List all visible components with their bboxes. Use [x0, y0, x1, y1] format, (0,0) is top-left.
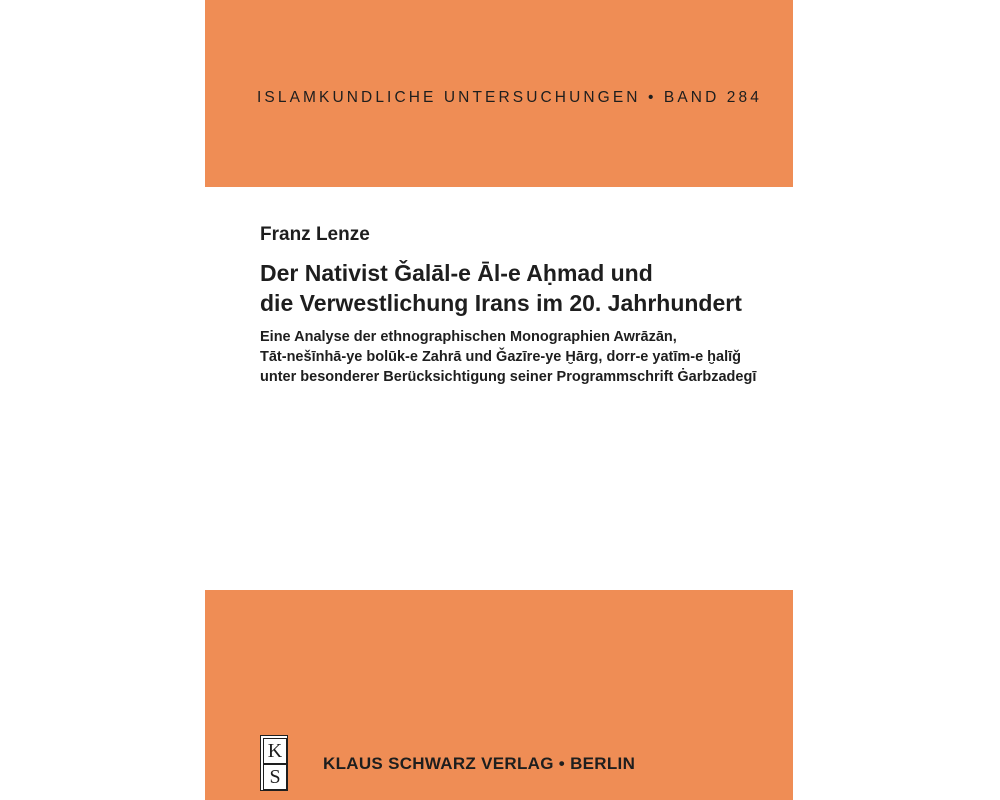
title-line-2: die Verwestlichung Irans im 20. Jahrhundert — [260, 290, 742, 316]
title-line-1: Der Nativist Ǧalāl-e Āl-e Aḥmad und — [260, 260, 653, 286]
bottom-orange-band — [205, 590, 793, 800]
cover-content — [205, 187, 793, 590]
logo-letter-k: K — [263, 738, 287, 764]
publisher-name: KLAUS SCHWARZ VERLAG • BERLIN — [323, 754, 636, 773]
subtitle-line-2: Tāt-nešīnhā-ye bolūk-e Zahrā und Ǧazīre-ye Ḫārg, dorr-e yatīm-e ḫalīǧ — [260, 349, 742, 365]
subtitle-line-1: Eine Analyse der ethnographischen Monographien Awrāzān, — [260, 329, 677, 345]
logo-letter-s: S — [263, 764, 287, 790]
publisher-logo — [260, 735, 288, 791]
subtitle-line-3: unter besonderer Berücksichtigung seiner Programmschrift Ġarbzadegī — [260, 369, 757, 385]
book-subtitle — [260, 327, 756, 387]
book-title — [260, 258, 742, 318]
author-name: Franz Lenze — [260, 224, 370, 245]
series-title: ISLAMKUNDLICHE UNTERSUCHUNGEN • BAND 284 — [257, 89, 762, 106]
book-cover — [205, 0, 793, 800]
top-orange-band — [205, 0, 793, 187]
